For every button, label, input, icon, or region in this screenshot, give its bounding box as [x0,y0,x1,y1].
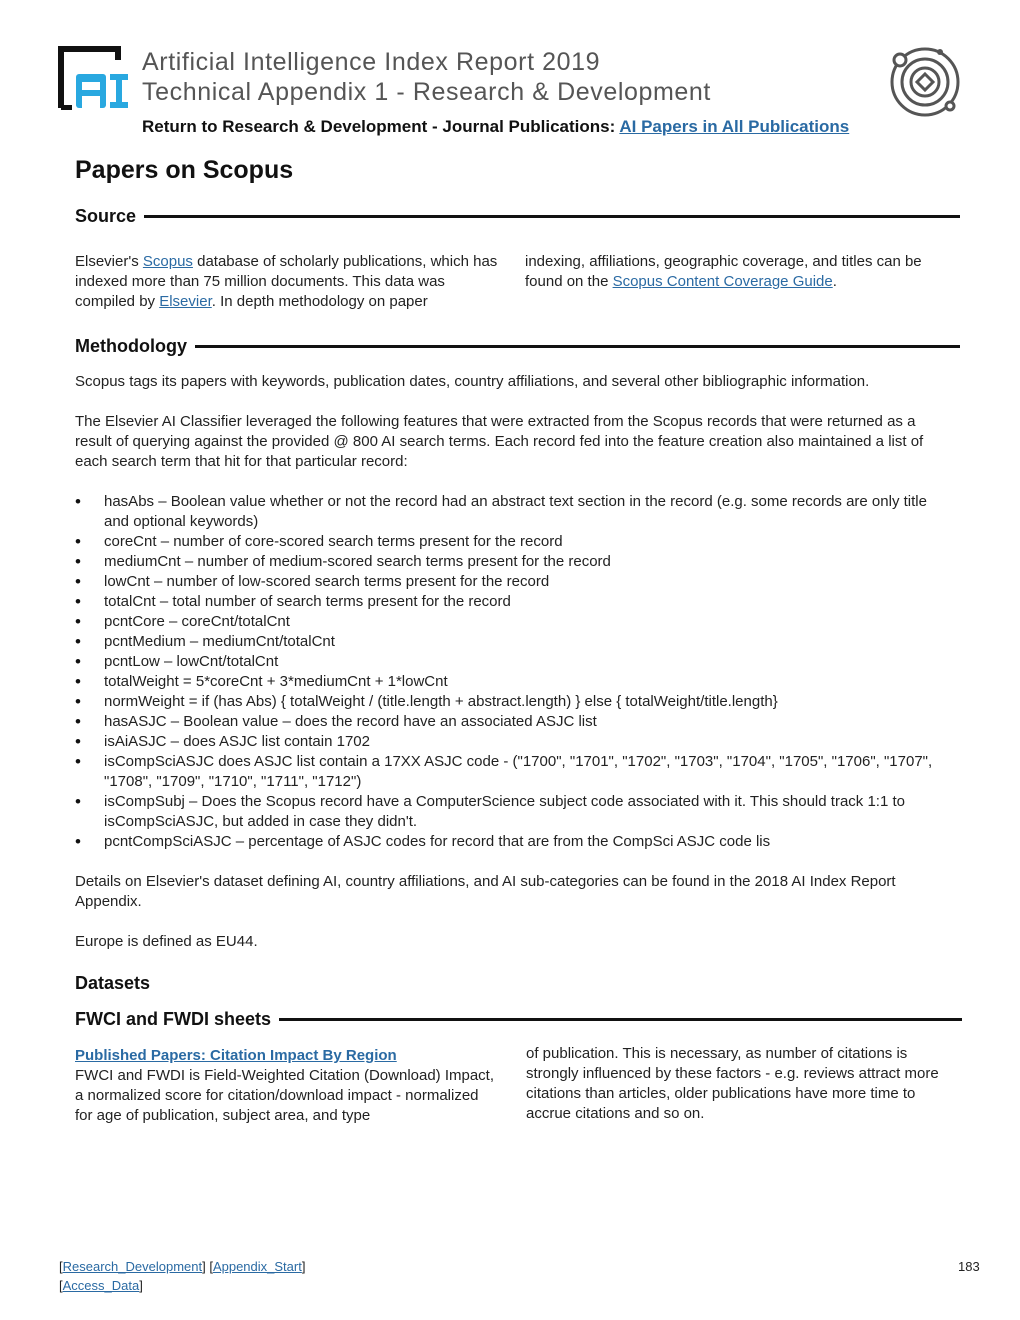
text: database of scholarly publications, which has indexed more than 75 million documents. This data was compiled by [75,253,498,310]
appendix-start-link[interactable]: Appendix_Start [212,1259,302,1274]
ai-index-logo [58,46,130,110]
datasets-right-text: of publication. This is necessary, as number of citations is strongly influenced by these factors - e.g. reviews attract more citations than articles, older publications have more time to accrue citations and so on. [526,1045,939,1122]
page-number: 183 [958,1259,980,1274]
list-item: • hasAbs – Boolean value whether or not the record had an abstract text section in the record (e.g. some records are only title and optional keywords) [75,492,955,532]
datasets-heading [75,973,150,994]
section-divider [144,215,960,218]
methodology-heading-label: Methodology [75,336,187,356]
source-heading [75,206,960,227]
return-nav [142,117,849,137]
text: Elsevier's [75,253,143,270]
text: indexing, affiliations, geographic coverage, and titles can be found on the [525,253,922,290]
scopus-link[interactable]: Scopus [142,253,193,270]
fwci-heading-label: FWCI and FWDI sheets [75,1009,272,1029]
feature-list [75,492,955,852]
elsevier-link[interactable]: Elsevier [159,293,212,310]
source-heading-label: Source [75,206,137,226]
list-item: • isCompSubj – Does the Scopus record have a ComputerScience subject code associated with it. This should track 1:1 to isCompSciASJC, but added in case they didn't. [75,792,955,832]
return-link[interactable]: AI Papers in All Publications [619,117,850,136]
section-divider [195,345,960,348]
fwci-description: FWCI and FWDI is Field-Weighted Citation (Download) Impact, a normalized score for citation/download impact - normalized for age of publication, subject area, and type [75,1067,495,1124]
datasets-heading-label: Datasets [75,973,151,993]
datasets-left-text [75,1046,500,1126]
source-left-text [75,252,500,312]
list-item: • coreCnt – number of core-scored search terms present for the record [75,532,955,552]
list-item: • mediumCnt – number of medium-scored search terms present for the record [75,552,955,572]
methodology-paragraph-1: Scopus tags its papers with keywords, publication dates, country affiliations, and several other bibliographic information. [75,373,870,390]
footer-nav-row-1: [Research_Development] [Appendix_Start] [59,1259,306,1274]
report-title: Artificial Intelligence Index Report 2019 [142,48,601,76]
text: . [832,273,837,290]
access-data-link[interactable]: Access_Data [62,1278,140,1293]
list-item: • pcntMedium – mediumCnt/totalCnt [75,632,955,652]
coverage-guide-link[interactable]: Scopus Content Coverage Guide [612,273,833,290]
list-item: • lowCnt – number of low-scored search terms present for the record [75,572,955,592]
orbit-icon [888,44,962,118]
list-item: • isCompSciASJC does ASJC list contain a 17XX ASJC code - ("1700", "1701", "1702", "1703", "1704", "1705", "1706", "1707", "1708", "1709", "1710", "1711", "1712") [75,752,955,792]
list-item: • pcntCompSciASJC – percentage of ASJC codes for record that are from the CompSci ASJC code lis [75,832,955,852]
text: . In depth methodology on paper [211,293,428,310]
list-item: • totalCnt – total number of search terms present for the record [75,592,955,612]
source-right-text [525,252,945,292]
report-subtitle: Technical Appendix 1 - Research & Development [142,78,711,106]
methodology-heading [75,336,960,357]
page-title: Papers on Scopus [75,156,294,184]
section-divider [279,1018,962,1021]
methodology-paragraph-2: The Elsevier AI Classifier leveraged the following features that were extracted from the Scopus records that were returned as a result of querying against the provided @ 800 AI search terms. Each record fed into the feature creation also maintained a list of each search term that hit for that particular record: [75,413,924,470]
list-item: • normWeight = if (has Abs) { totalWeight / (title.length + abstract.length) } else { totalWeight/title.length} [75,692,955,712]
list-item: • totalWeight = 5*coreCnt + 3*mediumCnt + 1*lowCnt [75,672,955,692]
fwci-heading [75,1009,962,1030]
methodology-paragraph-4: Europe is defined as EU44. [75,933,258,950]
list-item: • pcntLow – lowCnt/totalCnt [75,652,955,672]
citation-impact-link[interactable]: Published Papers: Citation Impact By Region [75,1047,397,1064]
footer-nav-row-2: [Access_Data] [59,1278,143,1293]
list-item: • pcntCore – coreCnt/totalCnt [75,612,955,632]
return-prefix: Return to Research & Development - Journal Publications: [142,117,620,136]
list-item: • hasASJC – Boolean value – does the record have an associated ASJC list [75,712,955,732]
methodology-paragraph-3: Details on Elsevier's dataset defining AI, country affiliations, and AI sub-categories can be found in the 2018 AI Index Report Appendix. [75,873,896,910]
research-development-link[interactable]: Research_Development [62,1259,203,1274]
list-item: • isAiASJC – does ASJC list contain 1702 [75,732,955,752]
